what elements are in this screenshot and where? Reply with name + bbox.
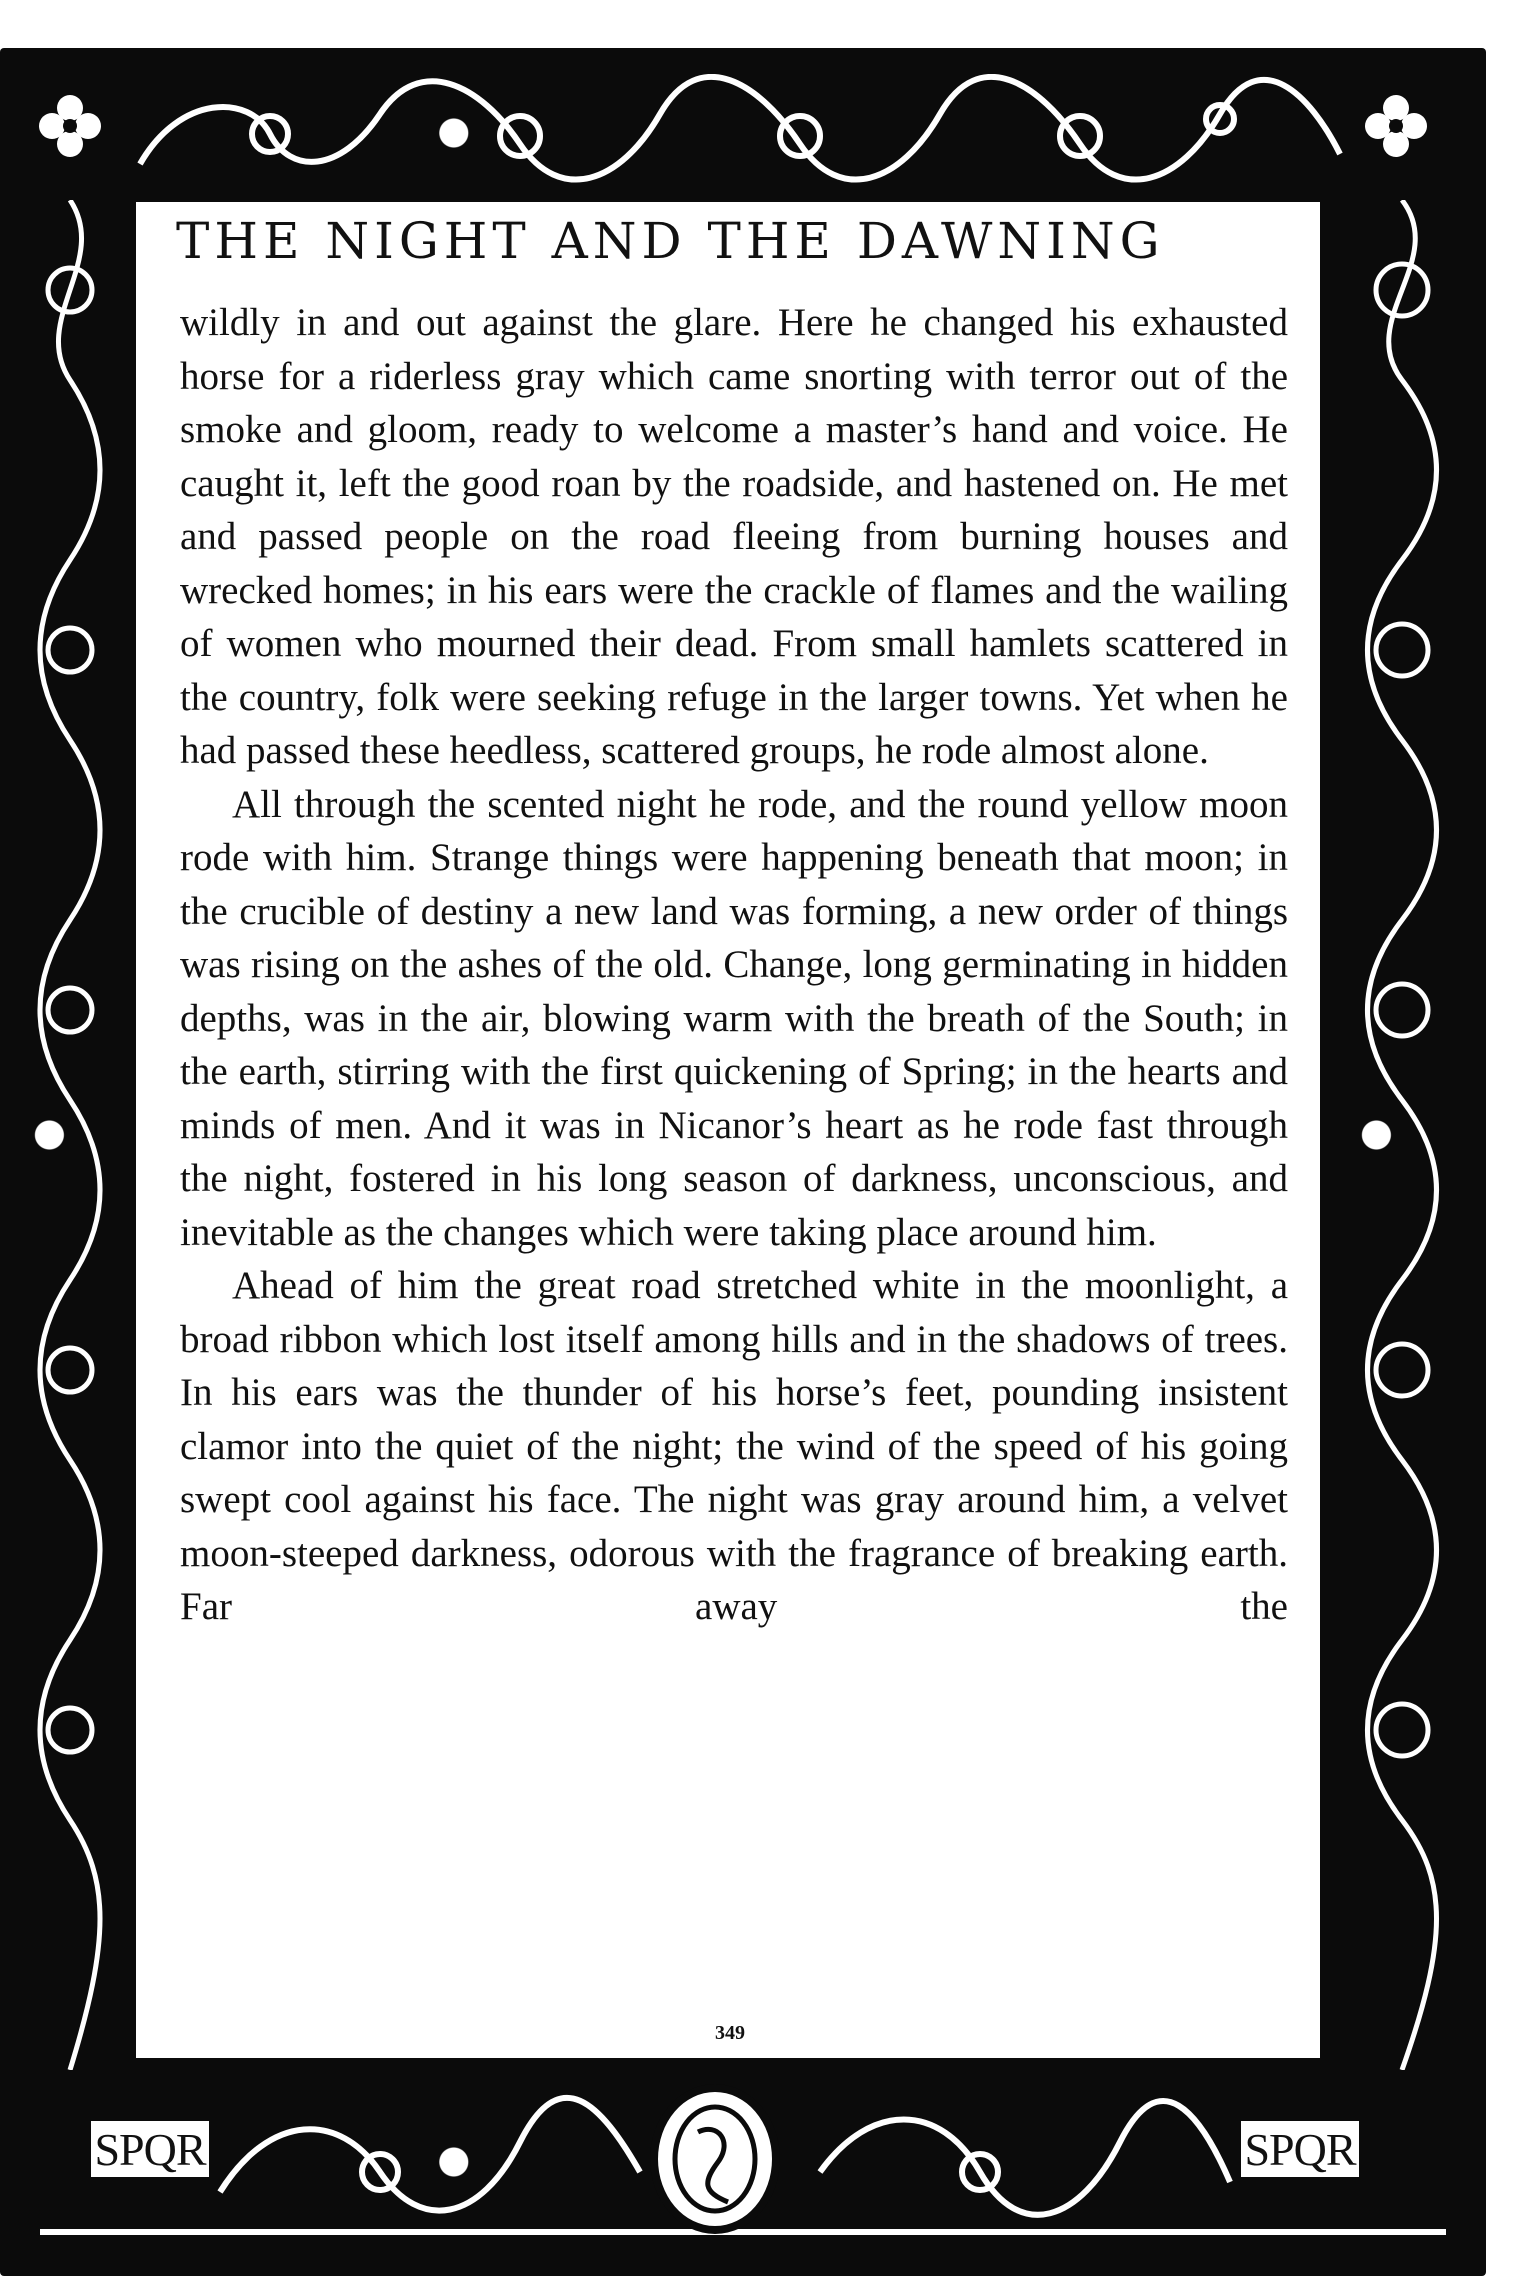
paragraph: Ahead of him the great road stretched white in the moonlight, a broad ribbon which lost itself among hills and in the shadows of trees. In his ears was the thunder of his horse’s feet, pounding insistent clamor into the quiet of the night; the wind of the speed of his going swept cool against his face. The night was gray around him, a velvet moon-steeped darkness, odorous with the fragrance of breaking earth. Far away the xyxy=(180,1264,1288,1628)
page-number: 349 xyxy=(715,2022,745,2044)
spqr-plaque: SPQR xyxy=(86,2116,214,2182)
running-title: THE NIGHT AND THE DAWNING xyxy=(176,212,1165,270)
right-vine-ornament-icon xyxy=(1338,200,1466,2070)
rosette-ornament-icon xyxy=(28,84,112,168)
body-text xyxy=(180,296,1288,1634)
paragraph: All through the scented night he rode, and the round yellow moon rode with him. Strange things were happening beneath that moon; in the crucible of destiny a new land was forming, a new order of things was rising on the ashes of the old. Change, long germinating in hidden depths, was in the air, blowing warm with the breath of the South; in the earth, stirring with the first quickening of Spring; in the hearts and minds of men. And it was in Nicanor’s heart as he rode fast through the night, fostered in his long season of darkness, unconscious, and inevitable as the changes which were taking place around him. xyxy=(180,782,1288,1254)
medallion-ornament-icon xyxy=(650,2084,780,2234)
spqr-plaque: SPQR xyxy=(1236,2116,1364,2182)
left-vine-ornament-icon xyxy=(20,200,118,2070)
rosette-ornament-icon xyxy=(1354,84,1438,168)
top-vine-ornament-icon xyxy=(20,74,1466,192)
paragraph: wildly in and out against the glare. Here he changed his exhausted horse for a riderless gray which came snorting with terror out of the smoke and gloom, ready to welcome a master’s hand and voice. He caught it, left the good roan by the roadside, and hastened on. He met and passed people on the road fleeing from burning houses and wrecked homes; in his ears were the crackle of flames and the wailing of women who mourned their dead. From small hamlets scattered in the country, folk were seeking refuge in the larger towns. Yet when he had passed these heedless, scattered groups, he rode almost alone. xyxy=(180,301,1288,772)
